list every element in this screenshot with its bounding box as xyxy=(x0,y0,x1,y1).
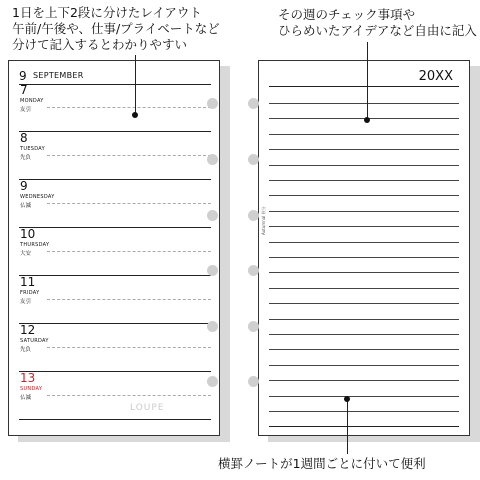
weekday-name: THURSDAY xyxy=(20,242,50,248)
binder-hole xyxy=(248,98,259,109)
day-row xyxy=(19,85,211,133)
weekday-name: TUESDAY xyxy=(20,146,45,152)
ruled-line xyxy=(269,257,459,258)
day-number: 9 xyxy=(20,179,28,193)
callout-dot xyxy=(344,396,350,402)
ruled-line xyxy=(269,426,459,427)
day-rule xyxy=(19,323,211,324)
day-number: 13 xyxy=(20,371,36,385)
day-rule xyxy=(19,227,211,228)
ruled-line xyxy=(269,319,459,320)
ruled-line xyxy=(269,380,459,381)
header-rule xyxy=(269,86,459,87)
binder-hole xyxy=(248,321,259,332)
callout-text-line: 分けて記入するとわかりやすい xyxy=(12,37,188,52)
day-split-dashed-line xyxy=(47,107,211,108)
day-number: 7 xyxy=(20,83,28,97)
binder-hole xyxy=(207,154,218,165)
binder-hole xyxy=(207,376,218,387)
callout-leader-line xyxy=(347,399,348,454)
day-number: 10 xyxy=(20,227,36,241)
ruled-line xyxy=(269,180,459,181)
year-label: 20XX xyxy=(418,69,453,84)
ruled-line xyxy=(269,288,459,289)
weekly-schedule-page xyxy=(8,60,220,436)
weekday-name: WEDNESDAY xyxy=(20,194,55,200)
day-split-dashed-line xyxy=(47,299,211,300)
binder-hole xyxy=(207,321,218,332)
day-row xyxy=(19,229,211,277)
day-split-dashed-line xyxy=(47,155,211,156)
day-rule xyxy=(19,131,211,132)
day-rule xyxy=(19,371,211,372)
ruled-line xyxy=(269,365,459,366)
callout-leader-line xyxy=(367,42,368,120)
ruled-line xyxy=(269,396,459,397)
callout-text-line: その週のチェック事項や xyxy=(278,7,416,22)
day-row xyxy=(19,133,211,181)
binder-hole xyxy=(207,210,218,221)
day-number: 8 xyxy=(20,131,28,145)
ruled-line xyxy=(269,272,459,273)
binder-hole xyxy=(207,98,218,109)
weekday-name: FRIDAY xyxy=(20,290,40,296)
side-label: Autumnal 秋分 xyxy=(261,206,266,235)
callout-leader-line xyxy=(135,55,136,115)
rokuyo-label: 友引 xyxy=(20,299,32,305)
rokuyo-label: 大安 xyxy=(20,251,32,257)
ruled-line xyxy=(269,226,459,227)
day-number: 11 xyxy=(20,275,36,289)
ruled-line xyxy=(269,134,459,135)
day-rule xyxy=(19,419,211,420)
ruled-line xyxy=(269,195,459,196)
day-split-dashed-line xyxy=(47,395,211,396)
rokuyo-label: 仏滅 xyxy=(20,395,32,401)
day-number: 12 xyxy=(20,323,36,337)
watermark-logo: LOUPE xyxy=(130,403,165,413)
binder-hole xyxy=(248,376,259,387)
month-name: SEPTEMBER xyxy=(33,71,84,80)
binder-hole xyxy=(248,210,259,221)
rokuyo-label: 仏滅 xyxy=(20,203,32,209)
ruled-line xyxy=(269,411,459,412)
ruled-line xyxy=(269,149,459,150)
day-rule xyxy=(19,179,211,180)
ruled-line xyxy=(269,303,459,304)
ruled-notes-page xyxy=(258,60,470,436)
ruled-line xyxy=(269,103,459,104)
day-split-dashed-line xyxy=(47,203,211,204)
rokuyo-label: 先負 xyxy=(20,347,32,353)
rokuyo-label: 先負 xyxy=(20,155,32,161)
callout-dot xyxy=(132,112,138,118)
callout-text-line: ひらめいたアイデアなど自由に記入 xyxy=(278,23,477,38)
weekday-name: MONDAY xyxy=(20,98,44,104)
ruled-line xyxy=(269,242,459,243)
binder-hole xyxy=(207,265,218,276)
binder-hole xyxy=(248,154,259,165)
callout-ruled-note-description: 横罫ノートが1週間ごとに付いて便利 xyxy=(218,456,426,471)
day-row xyxy=(19,277,211,325)
callout-text-line: 午前/午後や、仕事/プライベートなど xyxy=(12,21,220,36)
callout-dot xyxy=(364,117,370,123)
ruled-line xyxy=(269,349,459,350)
weekday-name: SATURDAY xyxy=(20,338,49,344)
day-row xyxy=(19,325,211,373)
day-row xyxy=(19,373,211,421)
day-rule xyxy=(19,275,211,276)
binder-hole xyxy=(248,265,259,276)
day-row xyxy=(19,181,211,229)
month-number: 9 xyxy=(19,69,27,83)
callout-layout-description xyxy=(12,5,220,53)
rokuyo-label: 友引 xyxy=(20,107,32,113)
day-split-dashed-line xyxy=(47,347,211,348)
ruled-line xyxy=(269,334,459,335)
day-split-dashed-line xyxy=(47,251,211,252)
ruled-line xyxy=(269,165,459,166)
weekday-name: SUNDAY xyxy=(20,386,43,392)
month-header xyxy=(19,69,211,85)
callout-notes-description xyxy=(278,7,477,39)
ruled-line xyxy=(269,211,459,212)
callout-text-line: 1日を上下2段に分けたレイアウト xyxy=(12,5,202,20)
